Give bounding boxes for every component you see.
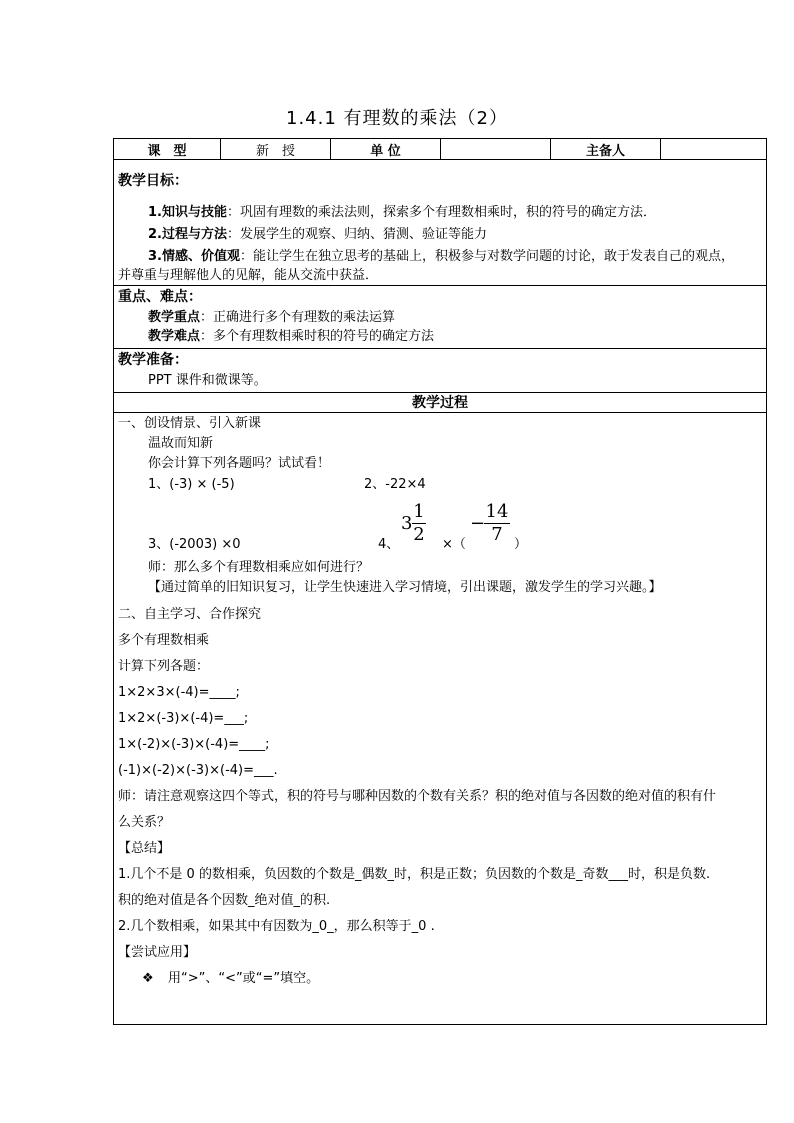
objective-2 [148,226,487,244]
preparation-text: PPT 课件和微课等。 [148,373,267,388]
fraction-1-denominator: 2 [413,524,425,545]
objective-3-label: 3.情感、价值观 [148,249,240,264]
apply-heading: 【尝试应用】 [118,945,197,960]
preparation-section [114,349,766,393]
summary-1: 1.几个不是 0 的数相乘，负因数的个数是_偶数_时，积是正数；负因数的个数是_奇数___时，积是负数. [118,867,711,882]
section-2-line-2: 计算下列各题： [118,659,210,674]
lesson-table [113,138,767,1025]
teacher-question-2: 师：请注意观察这四个等式，积的符号与哪种因数的个数有关系？积的绝对值与各因数的绝对值的积有什 [118,789,717,804]
teacher-question-1: 师：那么多个有理数相乘应如何进行？ [148,560,370,575]
question-4-multiply: ×（ [442,537,466,552]
fraction-2-numerator: 14 [485,501,509,522]
header-cell-type-value: 新 授 [221,139,331,159]
objective-1-text: ：巩固有理数的乘法法则，探索多个有理数相乘时，积的符号的确定方法． [226,205,656,220]
summary-1-continued: 积的绝对值是各个因数_绝对值_的积. [118,893,331,908]
section-2-title: 二、自主学习、合作探究 [118,607,262,622]
question-1: 1、(-3) × (-5) [148,477,235,492]
key-point [148,309,395,327]
key-points-heading: 重点、难点： [118,289,202,305]
objective-2-text: ：发展学生的观察、归纳、猜测、验证等能力 [226,227,487,242]
header-cell-preparer-label: 主备人 [551,139,661,159]
question-4-prefix: 4、 [378,537,400,552]
objectives-section [114,160,766,286]
section-1-note: 【通过简单的旧知识复习，让学生快速进入学习情境，引出课题，激发学生的学习兴趣。】 [148,580,662,595]
process-heading: 教学过程 [412,395,468,411]
key-point-text: ：正确进行多个有理数的乘法运算 [200,310,396,325]
exercise-2: 1×2×(-3)×(-4)=___; [118,711,249,726]
exercise-4: (-1)×(-2)×(-3)×(-4)=___. [118,763,278,778]
exercise-1: 1×2×3×(-4)=____; [118,685,240,700]
difficult-point-label: 教学难点 [148,329,201,344]
objective-3 [148,248,734,266]
section-1-line-1: 温故而知新 [148,436,214,451]
section-1-title: 一、创设情景、引入新课 [118,416,262,431]
section-2-line-1: 多个有理数相乘 [118,633,210,648]
header-row [114,139,766,160]
difficult-point [148,328,434,346]
process-heading-row [114,393,766,413]
header-cell-type-label: 课 型 [114,139,221,159]
key-point-label: 教学重点 [148,310,201,325]
header-cell-unit-value [441,139,551,159]
question-3: 3、(-2003) ×0 [148,537,241,552]
objective-1-label: 1.知识与技能 [148,205,227,220]
mixed-number-fraction [412,501,426,546]
fraction-2-denominator: 7 [484,523,510,546]
objective-3-text: ：能让学生在独立思考的基础上，积极参与对数学问题的讨论，敢于发表自己的观点， [239,249,734,264]
summary-heading: 【总结】 [118,841,171,856]
objectives-heading: 教学目标： [118,173,188,189]
fraction-2 [484,501,510,546]
summary-2: 2.几个数相乘，如果其中有因数为_0_，那么积等于_0 . [118,919,435,934]
key-points-section [114,286,766,349]
objective-3-continued: 并尊重与理解他人的见解，能从交流中获益． [118,268,379,283]
header-cell-preparer-value [661,139,766,159]
diamond-bullet-icon: ❖ [142,971,154,986]
page-title: 1.4.1 有理数的乘法（2） [286,108,508,129]
process-body [114,413,766,1024]
objective-1 [148,204,656,222]
objective-2-label: 2.过程与方法 [148,227,227,242]
header-cell-unit-label: 单 位 [331,139,441,159]
fraction-2-sign: − [470,513,486,534]
fraction-1-numerator: 1 [413,501,425,522]
question-2: 2、-22×4 [364,477,426,492]
teacher-question-2-continued: 么关系？ [118,815,171,830]
mixed-number-whole: 3 [401,513,413,534]
preparation-heading: 教学准备： [118,352,188,368]
section-1-line-2: 你会计算下列各题吗？试试看！ [148,456,331,471]
exercise-3: 1×(-2)×(-3)×(-4)=____; [118,737,270,752]
difficult-point-text: ：多个有理数相乘时积的符号的确定方法 [200,329,435,344]
apply-text: 用“>”、“<”或“=”填空。 [168,971,320,986]
question-4-close: ） [514,537,528,552]
